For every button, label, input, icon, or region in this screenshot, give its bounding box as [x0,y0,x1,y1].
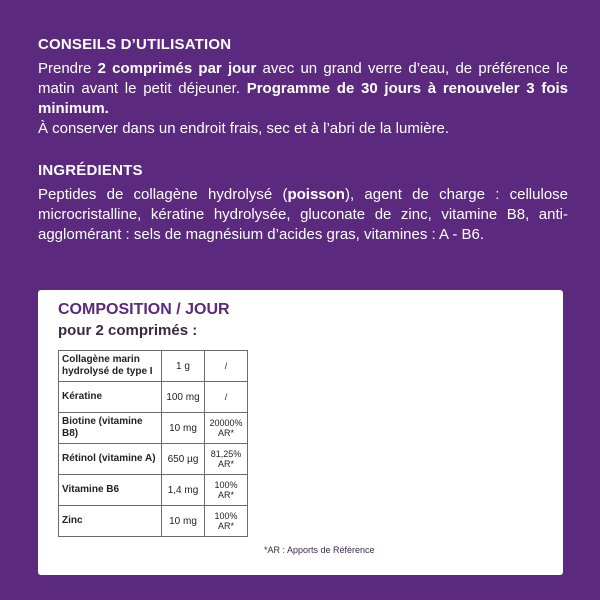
table-row [59,351,248,382]
ingredients-allergen: poisson [287,186,345,203]
usage-title: CONSEILS D’UTILISATION [38,36,232,53]
row-ar: 20000% AR* [205,413,248,444]
row-qty: 10 mg [162,413,205,444]
table-row [59,506,248,537]
reference-footnote: *AR : Apports de Référence [264,545,375,555]
storage-paragraph: À conserver dans un endroit frais, sec et à l’abri de la lumière. [38,120,450,137]
composition-title: COMPOSITION / JOUR [58,301,230,318]
row-qty: 10 mg [162,506,205,537]
row-ar: 100% AR* [205,506,248,537]
ingredients-text-2: ), agent de charge : cellulose microcristalline, kératine hydrolysée, gluconate de zinc, vitamine B8, anti-agglomérant : sels de magnésium d’acides gras, vitamines : A - B6. [38,186,569,243]
row-name: Zinc [59,506,162,537]
row-ar: / [205,382,248,413]
usage-dose: 2 comprimés par jour [97,60,257,77]
row-ar: 100% AR* [205,475,248,506]
ingredients-section [38,162,568,245]
ingredients-paragraph [38,185,568,245]
composition-table [58,350,248,537]
composition-card [38,290,563,575]
usage-text-2: avec un grand verre d’eau, de préférence le matin avant le petit déjeuner. [38,60,568,97]
row-qty: 650 µg [162,444,205,475]
table-row [59,444,248,475]
row-ar: / [205,351,248,382]
usage-paragraph [38,59,568,119]
row-name: Kératine [59,382,162,413]
row-ar: 81,25% AR* [205,444,248,475]
usage-section [38,36,568,139]
row-qty: 1,4 mg [162,475,205,506]
usage-program: Programme de 30 jours à renouveler 3 fois minimum. [38,80,568,117]
row-name: Rétinol (vitamine A) [59,444,162,475]
row-qty: 1 g [162,351,205,382]
composition-subtitle: pour 2 comprimés : [58,322,198,339]
table-row [59,413,248,444]
table-row [59,382,248,413]
row-qty: 100 mg [162,382,205,413]
row-name: Collagène marin hydrolysé de type I [59,351,162,382]
ingredients-text: Peptides de collagène hydrolysé ( [38,186,288,203]
table-row [59,475,248,506]
row-name: Vitamine B6 [59,475,162,506]
usage-text: Prendre [38,60,98,77]
ingredients-title: INGRÉDIENTS [38,162,143,179]
row-name: Biotine (vitamine B8) [59,413,162,444]
